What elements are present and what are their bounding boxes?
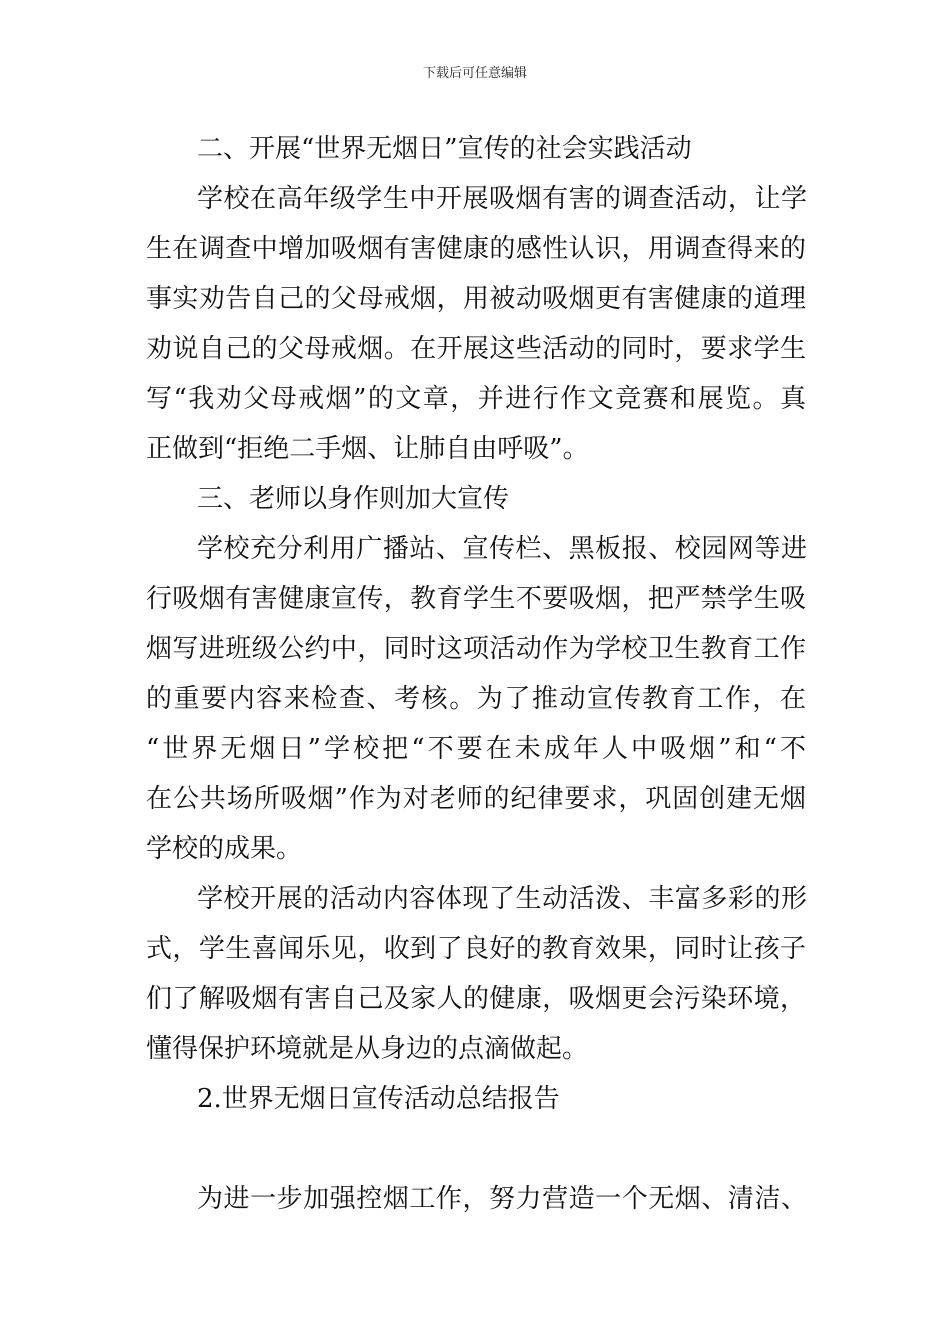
- section-heading-2: 二、开展“世界无烟日”宣传的社会实践活动: [197, 134, 692, 164]
- paragraph-line: 正做到“拒绝二手烟、让肺自由呼吸”。: [146, 434, 589, 464]
- paragraph-line: 学校充分利用广播站、宣传栏、黑板报、校园网等进: [197, 534, 807, 564]
- paragraph-line: 式，学生喜闻乐见，收到了良好的教育效果，同时让孩子: [146, 934, 806, 964]
- paragraph-line: 在公共场所吸烟”作为对老师的纪律要求，巩固创建无烟: [146, 784, 806, 814]
- paragraph-line: 学校在高年级学生中开展吸烟有害的调查活动，让学: [197, 184, 807, 214]
- section-heading-3: 三、老师以身作则加大宣传: [197, 484, 510, 514]
- paragraph-line: 行吸烟有害健康宣传，教育学生不要吸烟，把严禁学生吸: [146, 584, 806, 614]
- paragraph-line: 事实劝告自己的父母戒烟，用被动吸烟更有害健康的道理: [146, 284, 806, 314]
- paragraph-line: 烟写进班级公约中，同时这项活动作为学校卫生教育工作: [146, 634, 806, 664]
- paragraph-line: 生在调查中增加吸烟有害健康的感性认识，用调查得来的: [146, 234, 806, 264]
- paragraph-line: 学校的成果。: [146, 834, 303, 864]
- paragraph-line: 写“我劝父母戒烟”的文章，并进行作文竞赛和展览。真: [146, 384, 806, 414]
- paragraph-line: 为进一步加强控烟工作，努力营造一个无烟、清洁、: [197, 1184, 807, 1214]
- report-heading: 2.世界无烟日宣传活动总结报告: [197, 1084, 560, 1114]
- paragraph-line: 懂得保护环境就是从身边的点滴做起。: [146, 1034, 589, 1064]
- paragraph-line: “世界无烟日”学校把“不要在未成年人中吸烟”和“不: [146, 734, 806, 764]
- page-header-note: 下载后可任意编辑: [422, 66, 527, 81]
- paragraph-line: 劝说自己的父母戒烟。在开展这些活动的同时，要求学生: [146, 334, 806, 364]
- paragraph-line: 的重要内容来检查、考核。为了推动宣传教育工作，在: [146, 684, 806, 714]
- paragraph-line: 们了解吸烟有害自己及家人的健康，吸烟更会污染环境，: [146, 984, 806, 1014]
- paragraph-line: 学校开展的活动内容体现了生动活泼、丰富多彩的形: [197, 884, 807, 914]
